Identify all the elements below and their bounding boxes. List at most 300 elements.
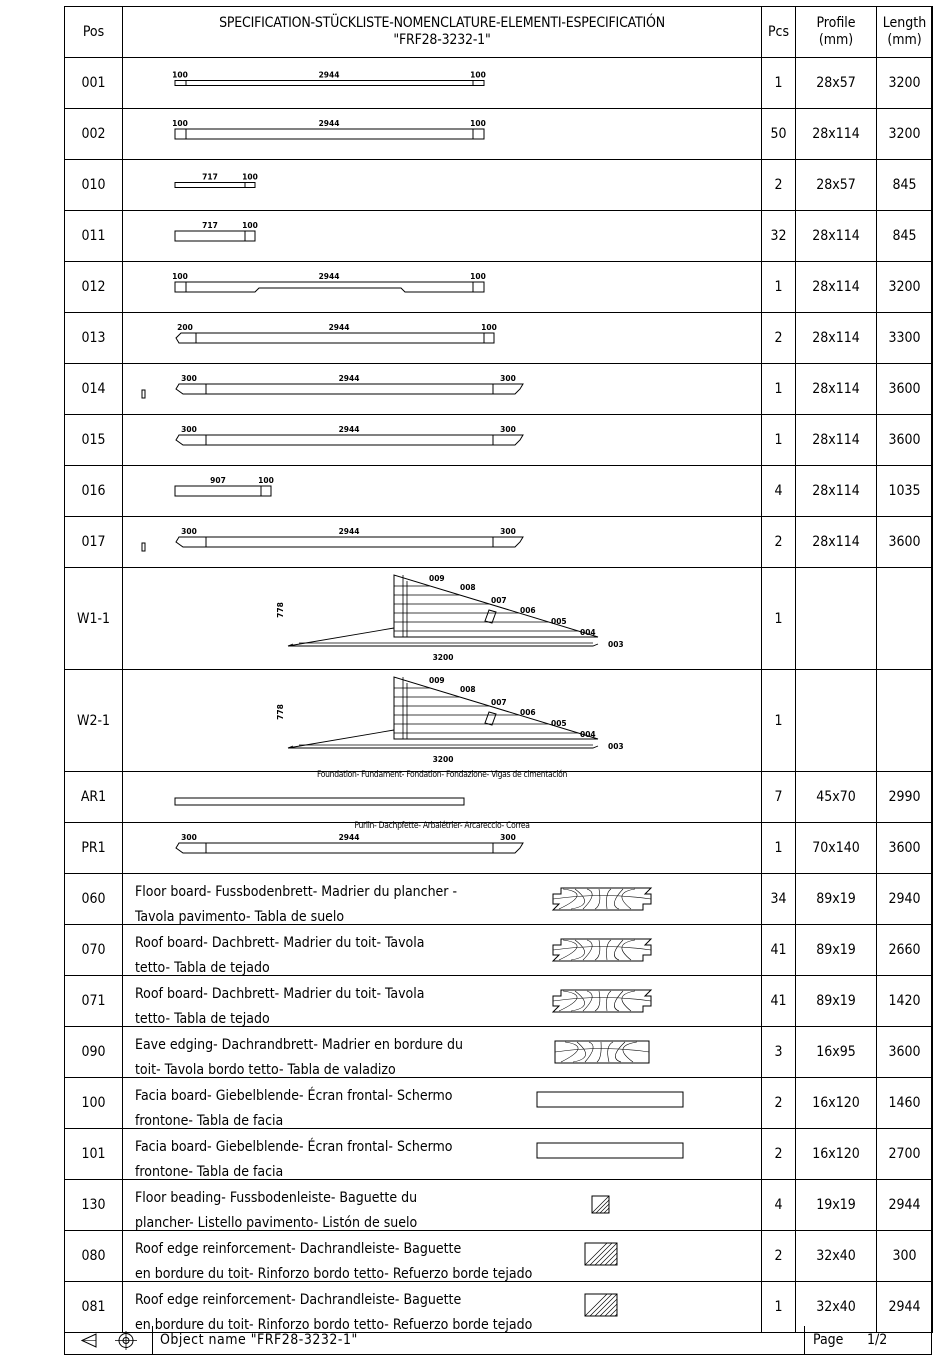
table-row: [65, 160, 933, 211]
table-row: [65, 874, 933, 925]
part-drawing-012: [123, 262, 762, 313]
gable-outline: [394, 575, 598, 637]
hatch-1: [596, 1200, 609, 1213]
dim-body: 907: [210, 476, 226, 485]
profile-cell: 28x114: [796, 313, 877, 364]
dim-left: 100: [172, 119, 188, 128]
part-body: [175, 798, 464, 805]
part-end: [261, 486, 271, 496]
board-label-5: 004: [580, 730, 596, 739]
length-cell: 2944: [877, 1282, 933, 1333]
pieces-cell: 4: [762, 466, 796, 517]
drawing-cell: [123, 1078, 762, 1129]
board-label-6: 003: [608, 742, 624, 751]
pieces-cell: 1: [762, 823, 796, 874]
part-end-left-bevel: [176, 843, 206, 853]
length-cell: 1035: [877, 466, 933, 517]
drawing-cell: [123, 109, 762, 160]
profile-cell: 28x114: [796, 364, 877, 415]
pieces-cell: 2: [762, 1129, 796, 1180]
position-cell: 014: [65, 364, 123, 415]
table-row: [65, 313, 933, 364]
table-row: [65, 517, 933, 568]
drawing-cell: [123, 1231, 762, 1282]
drawing-cell: [123, 925, 762, 976]
table-row: [65, 1180, 933, 1231]
profile-cell: 28x114: [796, 109, 877, 160]
board-label-4: 005: [551, 719, 567, 728]
hatch-2: [600, 1204, 609, 1213]
drawing-cell: [123, 517, 762, 568]
drawing-cell: [123, 568, 762, 670]
part-drawing-016: [123, 466, 762, 517]
pieces-cell: 32: [762, 211, 796, 262]
dim-left: 200: [177, 323, 193, 332]
dim-right: 300: [500, 425, 516, 434]
part-drawing-002: [123, 109, 762, 160]
table-row: [65, 58, 933, 109]
hatch-3: [600, 1299, 617, 1316]
profile-cell: 16x120: [796, 1078, 877, 1129]
part-drawing-W2-1: [123, 670, 762, 772]
profile-cell: 70x140: [796, 823, 877, 874]
profile-unit: (mm): [818, 32, 854, 48]
page-number: 1/2: [867, 1332, 888, 1348]
position-cell: 130: [65, 1180, 123, 1231]
part-end-right-bevel: [493, 435, 523, 445]
profile-cell: 28x114: [796, 262, 877, 313]
profile-cell: 28x114: [796, 415, 877, 466]
part-body: [175, 486, 261, 496]
position-cell: 010: [65, 160, 123, 211]
part-drawing-015: [123, 415, 762, 466]
part-drawing-001: [123, 58, 762, 109]
table-row: [65, 1282, 933, 1333]
part-body: [206, 384, 493, 394]
part-description: Roof board- Dachbrett- Madrier du toit- Tavola tetto- Tabla de tejado: [135, 986, 425, 1027]
dim-middle: 2944: [318, 272, 340, 281]
part-drawing-AR1: [123, 772, 762, 823]
part-description: Floor beading- Fussbodenleiste- Baguette du plancher- Listello pavimento- Listón de suelo: [135, 1190, 418, 1231]
dim-middle: 2944: [338, 425, 360, 434]
part-end-left-bevel: [176, 537, 206, 547]
reinforcement-section-icon: [585, 1243, 617, 1265]
part-end: [245, 231, 255, 241]
profile-cell: [796, 670, 877, 772]
position-cell: 060: [65, 874, 123, 925]
dim-end: 100: [242, 221, 258, 230]
board-label-1: 008: [460, 583, 476, 592]
position-cell: 001: [65, 58, 123, 109]
table-row: [65, 1078, 933, 1129]
part-body-notched: [186, 282, 473, 292]
dim-end: 100: [258, 476, 274, 485]
part-end-right: [473, 129, 484, 139]
drawing-cell: [123, 823, 762, 874]
profile-label: Profile: [816, 15, 856, 31]
part-drawing-017: [123, 517, 762, 568]
grain-line-5: [614, 889, 623, 909]
profile-cell: 28x114: [796, 211, 877, 262]
position-cell: 090: [65, 1027, 123, 1078]
gable-outline: [394, 677, 598, 739]
part-drawing-070: [123, 925, 762, 976]
dim-right: 300: [500, 527, 516, 536]
position-cell: 017: [65, 517, 123, 568]
drawing-cell: [123, 874, 762, 925]
part-description: Roof board- Dachbrett- Madrier du toit- Tavola tetto- Tabla de tejado: [135, 935, 425, 976]
part-end-right-bevel: [493, 843, 523, 853]
table-row: [65, 109, 933, 160]
part-description: Roof edge reinforcement- Dachrandleiste- Baguette en bordure du toit- Rinforzo bordo tetto- Refuerzo borde tejado: [135, 1241, 533, 1282]
part-description: Facia board- Giebelblende- Écran frontal- Schermo frontone- Tabla de facia: [135, 1088, 453, 1129]
board-section-icon: [553, 990, 651, 1012]
part-end-left: [175, 81, 186, 86]
part-drawing-010: [123, 160, 762, 211]
dim-body: 717: [202, 221, 218, 230]
length-cell: 2940: [877, 874, 933, 925]
length-cell: 3300: [877, 313, 933, 364]
length-cell: 1420: [877, 976, 933, 1027]
page-label: Page: [813, 1332, 844, 1348]
length-unit: (mm): [887, 32, 922, 48]
length-cell: 2700: [877, 1129, 933, 1180]
position-cell: PR1: [65, 823, 123, 874]
dim-right: 300: [500, 833, 516, 842]
grain-line-6: [623, 1042, 637, 1062]
position-cell: 081: [65, 1282, 123, 1333]
position-cell: 002: [65, 109, 123, 160]
board-section-icon: [553, 888, 651, 910]
dim-width: 3200: [432, 653, 454, 662]
dim-right: 100: [481, 323, 497, 332]
profile-cell: 16x120: [796, 1129, 877, 1180]
pieces-cell: 1: [762, 262, 796, 313]
pieces-cell: 1: [762, 670, 796, 772]
board-outline: [553, 888, 651, 910]
table-row: [65, 364, 933, 415]
drawing-cell: [123, 1282, 762, 1333]
drawing-cell: [123, 415, 762, 466]
part-end-left: [175, 129, 186, 139]
board-section-icon: [553, 939, 651, 961]
pieces-cell: 1: [762, 364, 796, 415]
part-end-right-bevel: [493, 384, 523, 394]
profile-cell: [796, 568, 877, 670]
facia-board-outline: [537, 1143, 683, 1158]
length-cell: 3600: [877, 823, 933, 874]
grain-line-5: [614, 991, 623, 1011]
header-pcs: Pcs: [762, 7, 796, 58]
grain-line-3: [595, 991, 600, 1011]
dim-left: 300: [181, 425, 197, 434]
board-label-6: 003: [608, 640, 624, 649]
part-drawing-130: [123, 1180, 762, 1231]
dim-middle: 2944: [338, 527, 360, 536]
grain-line-4: [607, 940, 612, 960]
table-row: [65, 415, 933, 466]
drawing-cell: [123, 772, 762, 823]
pieces-cell: 7: [762, 772, 796, 823]
footer-title-block: [64, 1326, 932, 1355]
part-drawing-100: [123, 1078, 762, 1129]
length-cell: 1460: [877, 1078, 933, 1129]
dim-left: 100: [172, 272, 188, 281]
object-name: Object name "FRF28-3232-1": [160, 1332, 358, 1348]
footer-symbols: [64, 1326, 153, 1355]
part-body: [196, 333, 484, 343]
part-body: [206, 435, 493, 445]
profile-cell: 45x70: [796, 772, 877, 823]
dim-middle: 2944: [318, 119, 340, 128]
part-end-right: [473, 282, 484, 292]
table-row: [65, 772, 933, 823]
profile-cell: 28x114: [796, 466, 877, 517]
dim-body: 717: [202, 172, 218, 182]
grain-line-4: [607, 991, 612, 1011]
drawing-cell: [123, 466, 762, 517]
dim-middle: 2944: [338, 374, 360, 383]
board-label-2: 007: [491, 698, 507, 707]
table-row: [65, 1027, 933, 1078]
grain-line-6: [622, 889, 635, 909]
hatch-4: [605, 1304, 617, 1316]
hatch-3: [600, 1248, 617, 1265]
table-row: [65, 262, 933, 313]
position-cell: W2-1: [65, 670, 123, 772]
drawing-cell: [123, 976, 762, 1027]
length-cell: 3200: [877, 262, 933, 313]
header-title: [123, 7, 762, 58]
dim-width: 3200: [432, 755, 454, 764]
section-mark: [142, 390, 145, 398]
grain-arc: [553, 896, 651, 900]
table-row: [65, 1129, 933, 1180]
position-cell: AR1: [65, 772, 123, 823]
pieces-cell: 1: [762, 1282, 796, 1333]
board-outline: [555, 1041, 649, 1063]
part-drawing-013: [123, 313, 762, 364]
profile-cell: 28x114: [796, 517, 877, 568]
pieces-cell: 1: [762, 58, 796, 109]
grain-arc: [553, 947, 651, 951]
board-label-3: 006: [520, 606, 536, 615]
position-cell: 070: [65, 925, 123, 976]
length-cell: [877, 568, 933, 670]
grain-line-0: [561, 1042, 578, 1062]
grain-line-1: [573, 1042, 586, 1062]
part-body: [175, 231, 245, 241]
length-cell: 3600: [877, 517, 933, 568]
grain-line-2: [585, 1042, 593, 1062]
dim-height: 778: [276, 704, 285, 720]
table-row: [65, 1231, 933, 1282]
table-row: [65, 466, 933, 517]
part-drawing-060: [123, 874, 762, 925]
header-length: [877, 7, 933, 58]
pieces-cell: 41: [762, 925, 796, 976]
table-row: [65, 925, 933, 976]
part-body: [175, 183, 245, 188]
drawing-cell: [123, 670, 762, 772]
dim-left: 300: [181, 833, 197, 842]
drawing-cell: [123, 364, 762, 415]
length-cell: 2660: [877, 925, 933, 976]
dim-right: 100: [470, 70, 486, 80]
part-drawing-014: [123, 364, 762, 415]
pieces-cell: 1: [762, 415, 796, 466]
table-row: [65, 976, 933, 1027]
board-label-5: 004: [580, 628, 596, 637]
dim-left: 300: [181, 527, 197, 536]
profile-cell: 28x57: [796, 58, 877, 109]
grain-line-0: [559, 889, 577, 909]
position-cell: 100: [65, 1078, 123, 1129]
part-end-right: [473, 81, 484, 86]
section-mark: [142, 543, 145, 551]
gable-stud: [403, 575, 407, 637]
pieces-cell: 2: [762, 160, 796, 211]
position-cell: 011: [65, 211, 123, 262]
length-cell: 3600: [877, 364, 933, 415]
drawing-cell: [123, 1027, 762, 1078]
grain-line-1: [571, 889, 585, 909]
length-cell: 300: [877, 1231, 933, 1282]
part-end-right-bevel: [493, 537, 523, 547]
part-description: Floor board- Fussbodenbrett- Madrier du plancher - Tavola pavimento- Tabla de suelo: [135, 884, 458, 925]
pieces-cell: 2: [762, 1231, 796, 1282]
drawing-cell: [123, 160, 762, 211]
length-cell: [877, 670, 933, 772]
dim-middle: 2944: [318, 70, 340, 80]
profile-cell: 89x19: [796, 874, 877, 925]
drawing-cell: [123, 211, 762, 262]
part-end-left-bevel: [176, 384, 206, 394]
profile-cell: 28x57: [796, 160, 877, 211]
grain-line-3: [595, 940, 600, 960]
pieces-cell: 41: [762, 976, 796, 1027]
grain-line-6: [622, 991, 635, 1011]
header-profile: [796, 7, 877, 58]
board-outline: [553, 990, 651, 1012]
position-cell: 015: [65, 415, 123, 466]
part-description: Roof edge reinforcement- Dachrandleiste- Baguette en bordure du toit- Rinforzo bordo tetto- Refuerzo borde tejado: [135, 1292, 533, 1333]
drawing-cell: [123, 58, 762, 109]
dim-middle: 2944: [338, 833, 360, 842]
dim-right: 100: [470, 272, 486, 281]
window-mark: [485, 712, 496, 725]
part-end-left-bevel: [176, 435, 206, 445]
board-outline: [553, 939, 651, 961]
pieces-cell: 34: [762, 874, 796, 925]
table-row: [65, 211, 933, 262]
board-label-1: 008: [460, 685, 476, 694]
table-row: [65, 823, 933, 874]
board-label-4: 005: [551, 617, 567, 626]
part-end-right: [484, 333, 494, 343]
dim-left: 300: [181, 374, 197, 383]
window-mark: [485, 610, 496, 623]
gable-stud: [403, 677, 407, 739]
part-caption: Foundation- Fundament- Fondation- Fondazione- Vigas de cimentación: [316, 770, 568, 780]
dim-end: 100: [242, 172, 258, 182]
part-drawing-090: [123, 1027, 762, 1078]
dim-height: 778: [276, 602, 285, 618]
reinforcement-section-icon: [585, 1294, 617, 1316]
dim-middle: 2944: [328, 323, 350, 332]
part-body: [206, 537, 493, 547]
header-pos: Pos: [65, 7, 123, 58]
table-header-row: [65, 7, 933, 58]
grain-line-1: [571, 940, 585, 960]
facia-board-outline: [537, 1092, 683, 1107]
length-cell: 2990: [877, 772, 933, 823]
table-row: [65, 568, 933, 670]
part-caption: Purlin- Dachpfette- Arbalétrier- Arcareccio- Correa: [354, 821, 530, 831]
profile-cell: 32x40: [796, 1231, 877, 1282]
pieces-cell: 2: [762, 517, 796, 568]
length-cell: 845: [877, 211, 933, 262]
specification-table: [64, 6, 933, 1333]
hatch-3: [604, 1208, 609, 1213]
length-label: Length: [882, 15, 927, 31]
grain-line-4: [607, 889, 612, 909]
grain-arc: [553, 998, 651, 1002]
length-cell: 845: [877, 160, 933, 211]
pieces-cell: 1: [762, 568, 796, 670]
board-label-3: 006: [520, 708, 536, 717]
part-end-left: [175, 282, 186, 292]
pieces-cell: 2: [762, 1078, 796, 1129]
board-section-icon: [555, 1041, 649, 1063]
part-body: [206, 843, 493, 853]
board-label-0: 009: [429, 676, 445, 685]
pieces-cell: 50: [762, 109, 796, 160]
pieces-cell: 3: [762, 1027, 796, 1078]
grain-line-1: [571, 991, 585, 1011]
drawing-cell: [123, 1129, 762, 1180]
part-drawing-011: [123, 211, 762, 262]
title-line-1: SPECIFICATION-STÜCKLISTE-NOMENCLATURE-ELEMENTI-ESPECIFICATIÓN: [219, 15, 665, 31]
projection-symbol-icon: [64, 1326, 152, 1355]
part-drawing-W1-1: [123, 568, 762, 670]
position-cell: 016: [65, 466, 123, 517]
part-end-left-bevel: [176, 333, 196, 343]
drawing-cell: [123, 262, 762, 313]
part-drawing-071: [123, 976, 762, 1027]
length-cell: 3600: [877, 1027, 933, 1078]
part-drawing-101: [123, 1129, 762, 1180]
position-cell: 013: [65, 313, 123, 364]
drawing-cell: [123, 1180, 762, 1231]
part-body: [186, 129, 473, 139]
board-label-0: 009: [429, 574, 445, 583]
grain-line-6: [622, 940, 635, 960]
profile-cell: 89x19: [796, 925, 877, 976]
dim-left: 100: [172, 70, 188, 80]
profile-cell: 32x40: [796, 1282, 877, 1333]
grain-line-3: [597, 1042, 601, 1062]
grain-line-3: [595, 889, 600, 909]
length-cell: 2944: [877, 1180, 933, 1231]
page-box: [804, 1326, 933, 1355]
length-cell: 3200: [877, 109, 933, 160]
position-cell: 101: [65, 1129, 123, 1180]
part-description: Facia board- Giebelblende- Écran frontal- Schermo frontone- Tabla de facia: [135, 1139, 453, 1180]
position-cell: 012: [65, 262, 123, 313]
pieces-cell: 4: [762, 1180, 796, 1231]
length-cell: 3200: [877, 58, 933, 109]
